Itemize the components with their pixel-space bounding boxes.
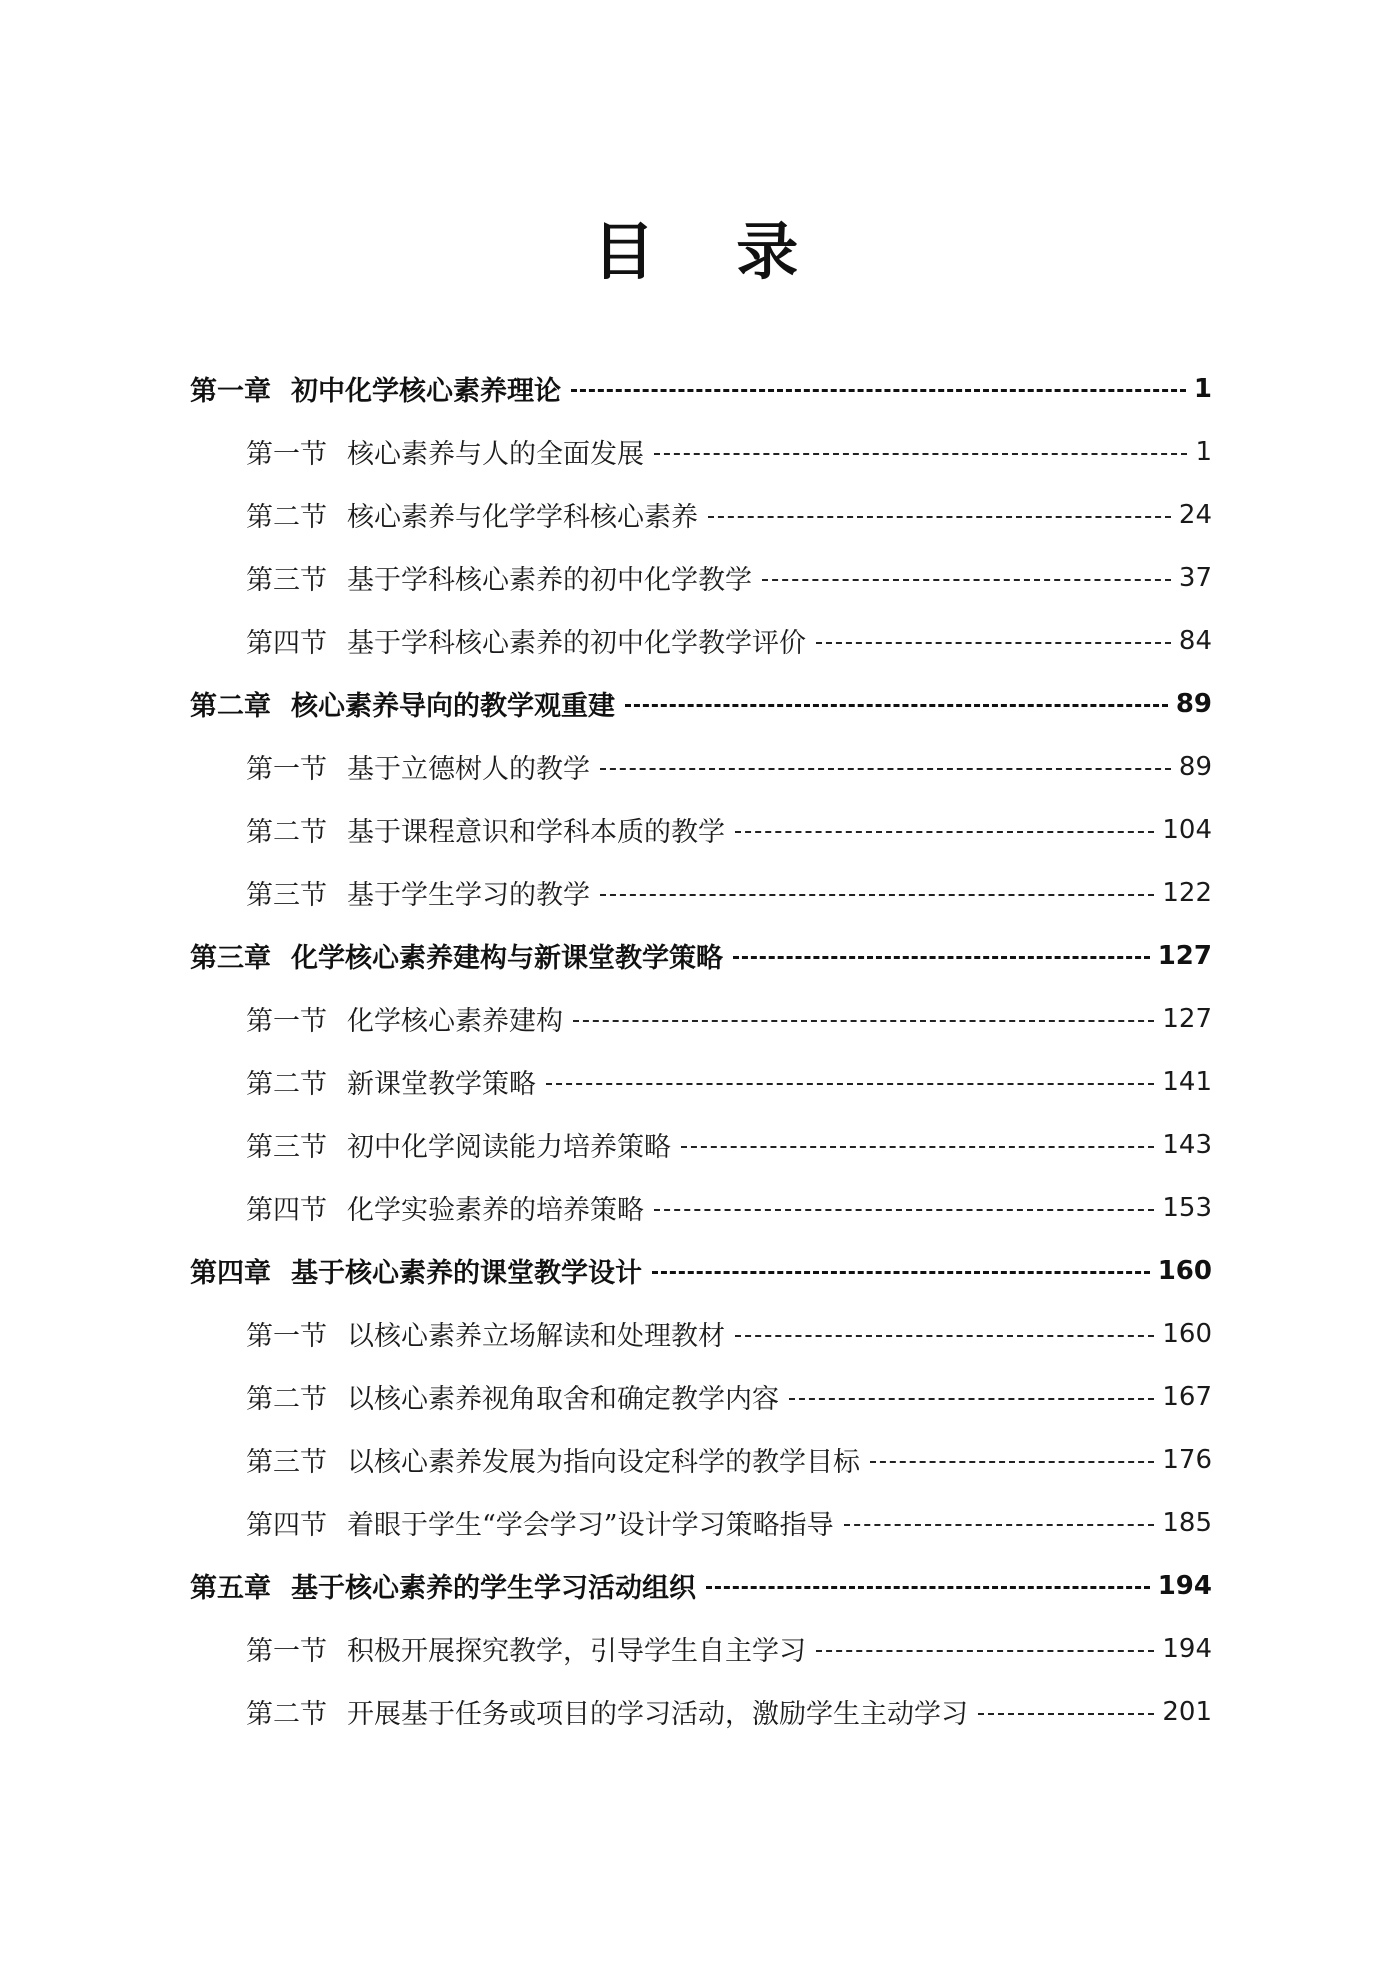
toc-page-number: 153 (1162, 1192, 1212, 1223)
toc-page-number: 104 (1162, 814, 1212, 845)
dot-leader (600, 894, 1154, 896)
toc-entry-label (246, 1629, 806, 1668)
toc-entry-label (190, 936, 723, 975)
toc-chapter-row[interactable] (190, 1554, 1212, 1617)
toc-page-number: 89 (1178, 751, 1212, 782)
toc-section-row[interactable] (190, 1617, 1212, 1680)
toc-page-number: 89 (1175, 688, 1212, 719)
toc-entry-number: 第二节 (246, 502, 327, 533)
toc-page-number: 1 (1193, 373, 1212, 404)
toc-section-row[interactable] (190, 735, 1212, 798)
toc-entry-label (246, 1188, 644, 1227)
toc-entry-title: 开展基于任务或项目的学习活动，激励学生主动学习 (347, 1699, 968, 1730)
toc-chapter-row[interactable] (190, 357, 1212, 420)
toc-entry-label (246, 1125, 671, 1164)
dot-leader (571, 389, 1186, 392)
toc-entry-label (190, 1251, 642, 1290)
toc-entry-number: 第四节 (246, 1510, 327, 1541)
toc-entry-number: 第一节 (246, 1636, 327, 1667)
toc-page-number: 122 (1162, 877, 1212, 908)
toc-entry-title: 初中化学阅读能力培养策略 (347, 1132, 671, 1163)
toc-page-number: 37 (1178, 562, 1212, 593)
dot-leader (762, 579, 1171, 581)
toc-section-row[interactable] (190, 1428, 1212, 1491)
toc-entry-label (246, 1314, 725, 1353)
toc-entry-title: 基于核心素养的学生学习活动组织 (291, 1573, 696, 1604)
toc-entry-label (246, 1692, 968, 1731)
toc-entry-title: 基于立德树人的教学 (347, 754, 590, 785)
toc-entry-title: 化学核心素养建构 (347, 1006, 563, 1037)
toc-entry-title: 着眼于学生“学会学习”设计学习策略指导 (347, 1510, 834, 1541)
toc-section-row[interactable] (190, 1491, 1212, 1554)
toc-entry-title: 基于学科核心素养的初中化学教学评价 (347, 628, 806, 659)
toc-section-row[interactable] (190, 1050, 1212, 1113)
toc-section-row[interactable] (190, 1113, 1212, 1176)
toc-entry-title: 核心素养与人的全面发展 (347, 439, 644, 470)
dot-leader (735, 831, 1154, 833)
dot-leader (600, 768, 1171, 770)
toc-entry-number: 第四节 (246, 1195, 327, 1226)
dot-leader (735, 1335, 1154, 1337)
toc-entry-number: 第三节 (246, 565, 327, 596)
toc-entry-title: 初中化学核心素养理论 (291, 376, 561, 407)
toc-entry-number: 第五章 (190, 1573, 271, 1604)
toc-section-row[interactable] (190, 861, 1212, 924)
toc-entry-title: 积极开展探究教学，引导学生自主学习 (347, 1636, 806, 1667)
toc-page-number: 143 (1162, 1129, 1212, 1160)
toc-entry-title: 核心素养与化学学科核心素养 (347, 502, 698, 533)
toc-entry-title: 基于学科核心素养的初中化学教学 (347, 565, 752, 596)
toc-page-number: 1 (1195, 436, 1212, 467)
toc-section-row[interactable] (190, 987, 1212, 1050)
toc-section-row[interactable] (190, 1365, 1212, 1428)
dot-leader (708, 516, 1171, 518)
dot-leader (816, 1650, 1154, 1652)
toc-chapter-row[interactable] (190, 1239, 1212, 1302)
toc-entry-title: 核心素养导向的教学观重建 (291, 691, 615, 722)
dot-leader (870, 1461, 1154, 1463)
toc-entry-label (246, 747, 590, 786)
dot-leader (652, 1271, 1150, 1274)
toc-entry-label (246, 495, 698, 534)
dot-leader (573, 1020, 1154, 1022)
toc-entry-number: 第一节 (246, 754, 327, 785)
toc-entry-title: 新课堂教学策略 (347, 1069, 536, 1100)
dot-leader (706, 1586, 1150, 1589)
toc-entry-label (190, 369, 561, 408)
toc-entry-title: 以核心素养视角取舍和确定教学内容 (347, 1384, 779, 1415)
dot-leader (844, 1524, 1155, 1526)
toc-page-number: 194 (1157, 1570, 1212, 1601)
toc-entry-label (246, 1440, 860, 1479)
toc-entry-number: 第四节 (246, 628, 327, 659)
toc-entry-number: 第三章 (190, 943, 271, 974)
toc-entry-number: 第二节 (246, 1069, 327, 1100)
toc-entry-label (246, 558, 752, 597)
toc-section-row[interactable] (190, 798, 1212, 861)
toc-section-row[interactable] (190, 609, 1212, 672)
toc-page-number: 167 (1162, 1381, 1212, 1412)
toc-entry-label (246, 432, 644, 471)
toc-section-row[interactable] (190, 1176, 1212, 1239)
toc-page-number: 185 (1162, 1507, 1212, 1538)
toc-section-row[interactable] (190, 483, 1212, 546)
toc-page-number: 24 (1178, 499, 1212, 530)
toc-entry-number: 第三节 (246, 880, 327, 911)
toc-entry-title: 化学实验素养的培养策略 (347, 1195, 644, 1226)
dot-leader (654, 453, 1187, 455)
dot-leader (625, 704, 1168, 707)
toc-page-number: 194 (1162, 1633, 1212, 1664)
toc-entry-number: 第三节 (246, 1132, 327, 1163)
toc-page-number: 176 (1162, 1444, 1212, 1475)
toc-chapter-row[interactable] (190, 672, 1212, 735)
toc-entry-number: 第二节 (246, 1699, 327, 1730)
toc-page-number: 201 (1162, 1696, 1212, 1727)
dot-leader (546, 1083, 1154, 1085)
toc-entry-label (246, 873, 590, 912)
page-title: 目 录 (592, 215, 829, 288)
dot-leader (816, 642, 1171, 644)
toc-entry-number: 第一节 (246, 439, 327, 470)
toc-entry-title: 化学核心素养建构与新课堂教学策略 (291, 943, 723, 974)
toc-entry-number: 第二章 (190, 691, 271, 722)
toc-entry-label (190, 684, 615, 723)
toc-section-row[interactable] (190, 1302, 1212, 1365)
toc-entry-label (246, 621, 806, 660)
toc-entry-number: 第四章 (190, 1258, 271, 1289)
toc-section-row[interactable] (190, 420, 1212, 483)
toc-section-row[interactable] (190, 546, 1212, 609)
toc-page-number: 127 (1157, 940, 1212, 971)
toc-entry-label (246, 1062, 536, 1101)
dot-leader (733, 956, 1150, 959)
toc-entry-title: 基于学生学习的教学 (347, 880, 590, 911)
toc-entry-number: 第一章 (190, 376, 271, 407)
toc-entry-label (246, 999, 563, 1038)
dot-leader (978, 1713, 1154, 1715)
toc-section-row[interactable] (190, 1680, 1212, 1743)
toc-entry-title: 以核心素养立场解读和处理教材 (347, 1321, 725, 1352)
toc-chapter-row[interactable] (190, 924, 1212, 987)
toc-page-number: 160 (1157, 1255, 1212, 1286)
toc-entry-label (190, 1566, 696, 1605)
toc-entry-number: 第一节 (246, 1006, 327, 1037)
toc-entry-number: 第三节 (246, 1447, 327, 1478)
dot-leader (789, 1398, 1154, 1400)
toc-entry-number: 第一节 (246, 1321, 327, 1352)
toc-entry-label (246, 1503, 834, 1542)
toc-page-number: 127 (1162, 1003, 1212, 1034)
toc-entry-number: 第二节 (246, 1384, 327, 1415)
dot-leader (681, 1146, 1154, 1148)
toc-entry-label (246, 810, 725, 849)
toc-entry-title: 以核心素养发展为指向设定科学的教学目标 (347, 1447, 860, 1478)
toc-entry-label (246, 1377, 779, 1416)
toc-page-number: 84 (1178, 625, 1212, 656)
toc-entry-title: 基于课程意识和学科本质的教学 (347, 817, 725, 848)
dot-leader (654, 1209, 1154, 1211)
toc-page-number: 160 (1162, 1318, 1212, 1349)
table-of-contents (190, 357, 1212, 1743)
toc-page-number: 141 (1162, 1066, 1212, 1097)
toc-entry-title: 基于核心素养的课堂教学设计 (291, 1258, 642, 1289)
toc-entry-number: 第二节 (246, 817, 327, 848)
